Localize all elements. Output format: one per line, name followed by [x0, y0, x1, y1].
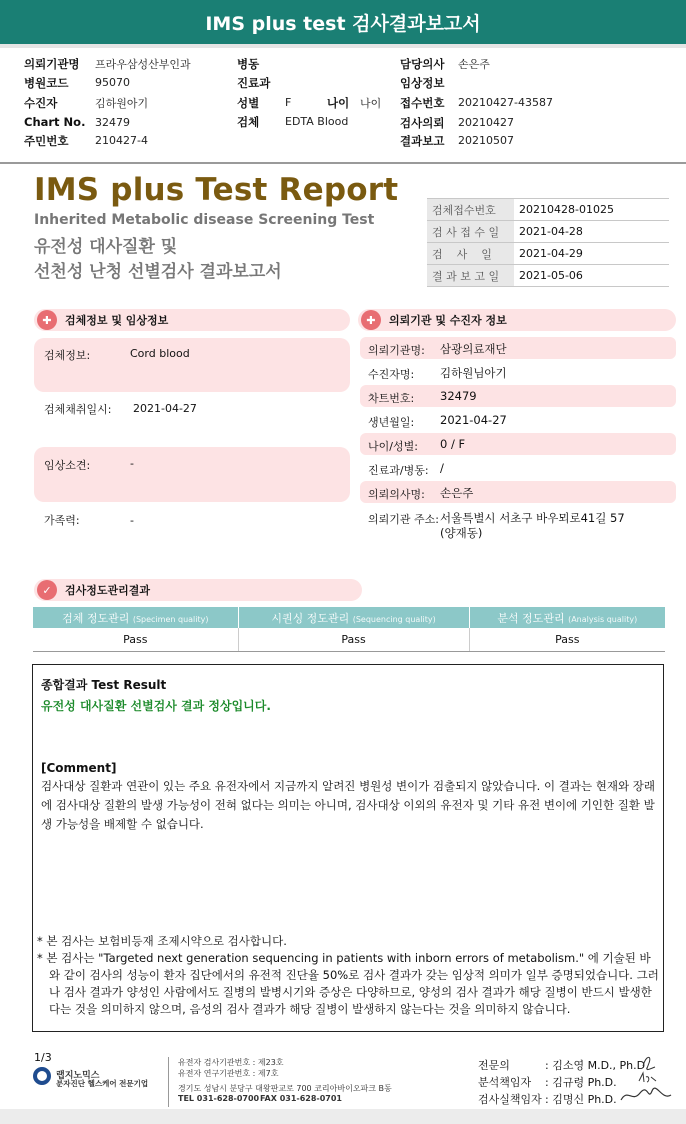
- patient-row: 차트번호: 32479: [360, 385, 676, 407]
- result-title: 종합결과 Test Result: [41, 678, 167, 692]
- header-field: 검체: [237, 115, 260, 129]
- qc-section-header: ✓ 검사정도관리결과: [34, 579, 362, 601]
- header-field: 의뢰기관명: [24, 57, 80, 71]
- report-title-korean: 유전성 대사질환 및: [34, 237, 178, 257]
- patient-row: 나이/성별: 0 / F: [360, 433, 676, 455]
- header-field: Chart No.: [24, 115, 86, 129]
- patient-row: 의뢰기관명: 삼광의료재단: [360, 337, 676, 359]
- patient-row: 진료과/병동: /: [368, 461, 444, 477]
- header-field: 병동: [237, 57, 260, 71]
- header-field: 성별: [237, 96, 260, 110]
- lab-icon: ✚: [37, 310, 57, 330]
- table-header-row: 검체 정도관리 (Specimen quality) 시퀀싱 정도관리 (Sequencing quality) 분석 정도관리 (Analysis quality): [33, 607, 665, 628]
- footer-divider: [168, 1057, 169, 1107]
- company-address: 경기도 성남시 분당구 대왕판교로 700 코리아바이오파크 B동: [178, 1084, 392, 1093]
- patient-row: 의뢰의사명: 손은주: [360, 481, 676, 503]
- header-field: 병원코드: [24, 76, 69, 90]
- report-title-korean: 선천성 난청 선별검사 결과보고서: [34, 262, 282, 282]
- report-footer: [0, 1043, 686, 1124]
- table-row: 검 사 일 2021-04-29: [427, 243, 669, 265]
- signer-role: 분석책임자: [478, 1076, 532, 1089]
- table-row: 검체접수번호 20210428-01025: [427, 199, 669, 221]
- research-number: 유전자 연구기관번호 : 제7호: [178, 1069, 279, 1078]
- signer-role: 전문의: [478, 1059, 510, 1072]
- report-subtitle: Inherited Metabolic disease Screening Test: [34, 212, 375, 228]
- receipt-table: [427, 198, 669, 287]
- page-bottom-bar: [0, 1109, 686, 1124]
- header-field: 담당의사: [400, 57, 445, 71]
- header-field: 나이: [327, 96, 350, 110]
- report-title: IMS plus Test Report: [34, 172, 399, 208]
- checklist-icon: ✓: [37, 580, 57, 600]
- test-result-box: [32, 664, 664, 1032]
- table-row: Pass Pass Pass: [33, 628, 665, 651]
- banner-title: IMS plus test 검사결과보고서: [205, 12, 481, 35]
- lab-number: 유전자 검사기관번호 : 제23호: [178, 1058, 284, 1067]
- qc-table: [33, 607, 665, 652]
- header-field: 임상정보: [400, 76, 445, 90]
- specimen-section-header: ✚ 검체정보 및 임상정보: [34, 309, 350, 331]
- table-row: 결 과 보 고 일 2021-05-06: [427, 265, 669, 287]
- note-insurance: * 본 검사는 보험비등재 조제시약으로 검사합니다.: [37, 934, 287, 948]
- fax-number: FAX 031-628-0701: [260, 1094, 342, 1103]
- clinical-info-box: [34, 447, 350, 502]
- signer-role: 검사실책임자: [478, 1093, 542, 1106]
- header-field: 결과보고: [400, 134, 445, 148]
- page-number: 1/3: [34, 1051, 52, 1064]
- report-document: IMS plus Test Report Inherited Metabolic disease Screening Test 유전성 대사질환 및 선천성 난청 선별검사 결과보고서 검체접수번호 20210428-01025 검 사 접 수 일 2021-04-28 검 사 일 2021-04-29 결 과 보 고 일 2021-05-06 ✚ 검체정보 및 임상정보 검체정보: Cord blood 검체채취일시: 2021-04-27 임상소견: - 가족력: - ✚ 의뢰기관 및 수진자 정보 의뢰기관명: 삼광의료재단 수진자명: 김하원님아기 차트번호: 32479 생년월일: 2021-04-27 나이/성별: 0 / F 진료과/병동: / 의뢰의사명: 손은주 의뢰기관 주소: 서울특별시 서초구 바우뫼로41길 57 (양재동) ✓ 검사정도관리결과 검체 정도관리 (Specimen quality) 시퀀싱 정도관리 (Sequencing quality) 분석 정도관리 (Analysis quality) Pass Pass Pass 종합결과 Test Result 유전성 대사질환 선별검사 결과 정상입니다. [Comment] 검사대상 질환과 연관이 있는 주요 유전자에서 지금까지 알려진 병원성 변이가 검출되지 않았습니다. 이 결과는 현재와 장래에 검사대상 질환의 발생 가능성이 전혀 없다는 의미는 아니며, 검사대상 이외의 유전자 및 기타 유전 변이에 기인한 질환 발생 가능성을 배제할 수 없습니다. * 본 검사는 보험비등재 조제시약으로 검사합니다. * 본 검사는 "Targeted next generation sequencing in patients with inborn errors of metabolism." 에 기술된 바와 같이 검사의 성능이 환자 집단에서의 유전적 진단율 50%로 검사 결과가 갖는 임상적 의미가 일부 증명되었습니다. 그러나 검사 결과가 양성인 사람에서도 질병의 발병시기와 증상은 다양하므로, 양성의 검사 결과가 해당 질병이 반드시 발생한다는 것을 의미하지 않으며, 음성의 검사 결과가 해당 질병이 발생하지 않는다는 것을 의미하지 않습니다. 1/3 랩지노믹스 분자진단 헬스케어 전문기업 유전자 검사기관번호 : 제23호 유전자 연구기관번호 : 제7호 경기도 성남시 분당구 대왕판교로 700 코리아바이오파크 B동 TEL 031-628-0700 FAX 031-628-0701 전문의 : 김소영 M.D., Ph.D. 분석책임자 : 김규령 Ph.D. 검사실책임자 : 김명신 Ph.D.: [0, 166, 686, 1124]
- patient-row: 생년월일: 2021-04-27: [368, 413, 507, 429]
- signer-name: : 김규령 Ph.D.: [545, 1076, 617, 1089]
- header-field: 수진자: [24, 96, 58, 110]
- header-info: 의뢰기관명 프라우삼성산부인과 병원코드 95070 수진자 김하원아기 Chart No. 32479 주민번호 210427-4 병동 진료과 성별 F 나이 나이 검체 EDTA Blood 담당의사 손은주 임상정보 접수번호 20210427-43587 검사의뢰 20210427 결과보고 20210507: [0, 52, 686, 164]
- report-banner: [0, 0, 686, 48]
- hospital-icon: ✚: [361, 310, 381, 330]
- patient-section-header: ✚ 의뢰기관 및 수진자 정보: [358, 309, 676, 331]
- header-field: 주민번호: [24, 134, 69, 148]
- header-field: 진료과: [237, 76, 271, 90]
- header-field: 검사의뢰: [400, 116, 445, 130]
- company-tagline: 분자진단 헬스케어 전문기업: [56, 1079, 149, 1088]
- signature-image: [618, 1085, 674, 1105]
- header-field: 접수번호: [400, 96, 445, 110]
- comment-heading: [Comment]: [41, 761, 117, 775]
- result-summary: 유전성 대사질환 선별검사 결과 정상입니다.: [41, 699, 271, 713]
- patient-row: 수진자명: 김하원님아기: [368, 366, 507, 381]
- signer-name: : 김명신 Ph.D.: [545, 1093, 617, 1106]
- signer-name: : 김소영 M.D., Ph.D.: [545, 1059, 649, 1072]
- table-row: 검 사 접 수 일 2021-04-28: [427, 221, 669, 243]
- company-name: 랩지노믹스: [56, 1071, 100, 1081]
- comment-text: 검사대상 질환과 연관이 있는 주요 유전자에서 지금까지 알려진 병원성 변이가 검출되지 않았습니다. 이 결과는 현재와 장래에 검사대상 질환의 발생 가능성이 전혀 없다는 의미는 아니며, 검사대상 이외의 유전자 및 기타 유전 변이에 기인한 질환 발생 가능성을 배제할 수 없습니다.: [41, 779, 655, 831]
- patient-address-row: 의뢰기관 주소: 서울특별시 서초구 바우뫼로41길 57 (양재동): [368, 511, 625, 540]
- phone-number: TEL 031-628-0700: [178, 1094, 260, 1103]
- note-performance: * 본 검사는 "Targeted next generation sequencing in patients with inborn errors of metabolism." 에 기술된 바와 같이 검사의 성능이 환자 집단에서의 유전적 진단율 50%로 검사 결과가 갖는 임상적 의미가 일부 증명되었습니다. 그러나 검사 결과가 양성인 사람에서도 질병의 발병시기와 증상은 다양하므로, 양성의 검사 결과가 해당 질병이 반드시 발생한다는 것을 의미하지 않으며, 음성의 검사 결과가 해당 질병이 발생하지 않는다는 것을 의미하지 않습니다.: [37, 951, 659, 1016]
- company-logo-icon: [33, 1067, 51, 1085]
